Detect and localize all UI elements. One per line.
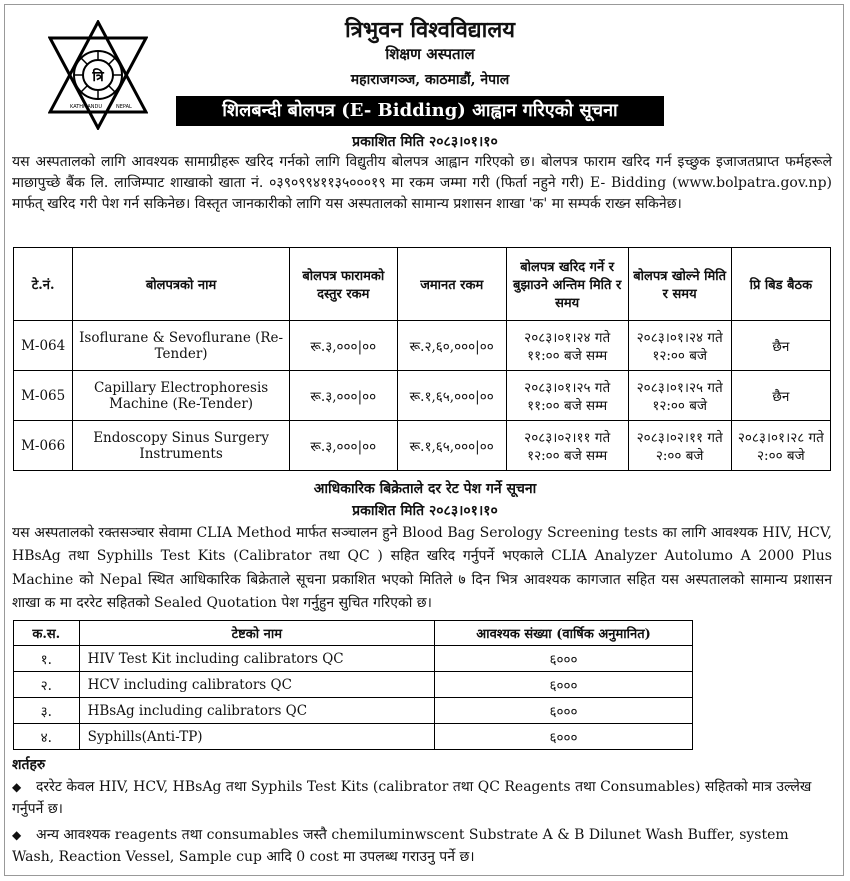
tender-no: M-066	[14, 421, 73, 471]
test-name: Syphills(Anti-TP)	[79, 724, 434, 750]
test-table-header-row	[14, 621, 693, 646]
prebid: २०८३।०१।२८ गते २:०० बजे	[731, 421, 830, 471]
opening: २०८३।०१।२४ गते १२:०० बजे	[628, 321, 731, 371]
opening: २०८३।०१।२५ गते १२:०० बजे	[628, 371, 731, 421]
notice-title-banner: शिलबन्दी बोलपत्र (E- Bidding) आह्वान गरिएको सूचना	[176, 96, 664, 126]
opening: २०८३।०२।११ गते २:०० बजे	[628, 421, 731, 471]
bid-name: Capillary Electrophoresis Machine (Re-Tender)	[73, 371, 290, 421]
test-name: HIV Test Kit including calibrators QC	[79, 646, 434, 672]
university-logo	[48, 20, 148, 130]
serial: ३.	[14, 698, 80, 724]
table-row	[14, 321, 831, 371]
second-notice-date: प्रकाशित मिति २०८३।०१।१०	[352, 503, 498, 519]
prebid: छैन	[731, 321, 830, 371]
tender-no: M-064	[14, 321, 73, 371]
table-row	[14, 672, 693, 698]
prebid: छैन	[731, 371, 830, 421]
published-date: प्रकाशित मिति २०८३।०१।१०	[352, 134, 498, 150]
col-tender-no: टे.नं.	[14, 248, 73, 321]
form-fee: रू.३,०००|००	[289, 321, 397, 371]
bid-table-header-row	[14, 248, 831, 321]
test-name: HBsAg including calibrators QC	[79, 698, 434, 724]
col-deadline: बोलपत्र खरिद गर्ने र बुझाउने अन्तिम मिति र समय	[506, 248, 628, 321]
condition-item	[12, 824, 832, 868]
serial: २.	[14, 672, 80, 698]
col-quantity: आवश्यक संख्या (वार्षिक अनुमानित)	[435, 621, 693, 646]
col-form-fee: बोलपत्र फारामको दस्तुर रकम	[289, 248, 397, 321]
guarantee: रू.२,६०,०००|००	[397, 321, 506, 371]
condition-item	[12, 776, 832, 820]
hospital-address: महाराजगञ्ज, काठमाडौं, नेपाल	[350, 72, 510, 88]
table-row	[14, 371, 831, 421]
diamond-bullet-icon: ◆	[12, 780, 22, 794]
diamond-bullet-icon: ◆	[12, 828, 22, 842]
university-name: त्रिभुवन विश्वविद्यालय	[344, 17, 516, 43]
second-notice-title: आधिकारिक बिक्रेताले दर रेट पेश गर्ने सूचना	[313, 481, 537, 497]
second-notice-paragraph: यस अस्पतालको रक्तसञ्चार सेवामा CLIA Method मार्फत सञ्चालन हुने Blood Bag Serology Screening tests का लागि आवश्यक HIV, HCV, HBsAg तथा Syphills Test Kits (Calibrator तथा QC ) सहित खरिद गर्नुपर्ने भएकाले CLIA Analyzer Autolumo A 2000 Plus Machine को Nepal स्थित आधिकारिक बिक्रेताले सूचना प्रकाशित भएको मितिले ७ दिन भित्र आवश्यक कागजात सहित यस अस्पतालको सामान्य प्रशासन शाखा क मा दररेट सहितको Sealed Quotation पेश गर्नुहुन सुचित गरिएको छ।	[12, 525, 832, 612]
quantity: ६०००	[435, 646, 693, 672]
bid-name: Endoscopy Sinus Surgery Instruments	[73, 421, 290, 471]
col-serial: क.स.	[14, 621, 80, 646]
col-bid-name: बोलपत्रको नाम	[73, 248, 290, 321]
col-test-name: टेष्टको नाम	[79, 621, 434, 646]
table-row	[14, 646, 693, 672]
quantity: ६०००	[435, 698, 693, 724]
form-fee: रू.३,०००|००	[289, 371, 397, 421]
bid-table	[13, 247, 831, 471]
guarantee: रू.१,६५,०००|००	[397, 421, 506, 471]
svg-text:KATHMANDU: KATHMANDU	[70, 104, 103, 110]
quantity: ६०००	[435, 724, 693, 750]
serial: १.	[14, 646, 80, 672]
intro-paragraph: यस अस्पतालको लागि आवश्यक सामाग्रीहरू खरिद गर्नको लागि विद्युतीय बोलपत्र आह्वान गरिएको छ। बोलपत्र फाराम खरिद गर्न इच्छुक इजाजतप्राप्त फर्महरूले माछापुच्छे बैंक लि. लाजिम्पाट शाखाको खाता नं. ०३९०९९४११३५०००१९ मा रकम जम्मा गरी (फिर्ता नहुने गरी) E- Bidding (www.bolpatra.gov.np) मार्फत् खरिद गरी पेश गर्न सकिनेछ। विस्तृत जानकारीको लागि यस अस्पतालको सामान्य प्रशासन शाखा 'क' मा सम्पर्क राख्न सकिनेछ।	[12, 154, 832, 213]
bid-name: Isoflurane & Sevoflurane (Re-Tender)	[73, 321, 290, 371]
serial: ४.	[14, 724, 80, 750]
svg-text:त्रि: त्रि	[92, 69, 104, 85]
col-opening: बोलपत्र खोल्ने मिति र समय	[628, 248, 731, 321]
condition-text: दररेट केवल HIV, HCV, HBsAg तथा Syphils Test Kits (calibrator तथा QC Reagents तथा Consumables) सहितको मात्र उल्लेख गर्नुपर्ने छ।	[12, 779, 812, 817]
test-name: HCV including calibrators QC	[79, 672, 434, 698]
deadline: २०८३।०१।२४ गते ११:०० बजे सम्म	[506, 321, 628, 371]
condition-text: अन्य आवश्यक reagents तथा consumables जस्तै chemiluminwscent Substrate A & B Dilunet Wash Buffer, system Wash, Reaction Vessel, Sample cup आदि 0 cost मा उपलब्ध गराउनु पर्ने छ।	[12, 827, 789, 865]
test-table	[13, 620, 693, 750]
col-guarantee: जमानत रकम	[397, 248, 506, 321]
guarantee: रू.१,६५,०००|००	[397, 371, 506, 421]
tender-no: M-065	[14, 371, 73, 421]
table-row	[14, 698, 693, 724]
hospital-name: शिक्षण अस्पताल	[385, 45, 475, 63]
col-prebid: प्रि बिड बैठक	[731, 248, 830, 321]
table-row	[14, 724, 693, 750]
deadline: २०८३।०२।११ गते १२:०० बजे सम्म	[506, 421, 628, 471]
table-row	[14, 421, 831, 471]
svg-text:NEPAL: NEPAL	[116, 104, 132, 110]
quantity: ६०००	[435, 672, 693, 698]
deadline: २०८३।०१।२५ गते ११:०० बजे सम्म	[506, 371, 628, 421]
conditions-title: शर्तहरु	[12, 757, 46, 773]
form-fee: रू.३,०००|००	[289, 421, 397, 471]
